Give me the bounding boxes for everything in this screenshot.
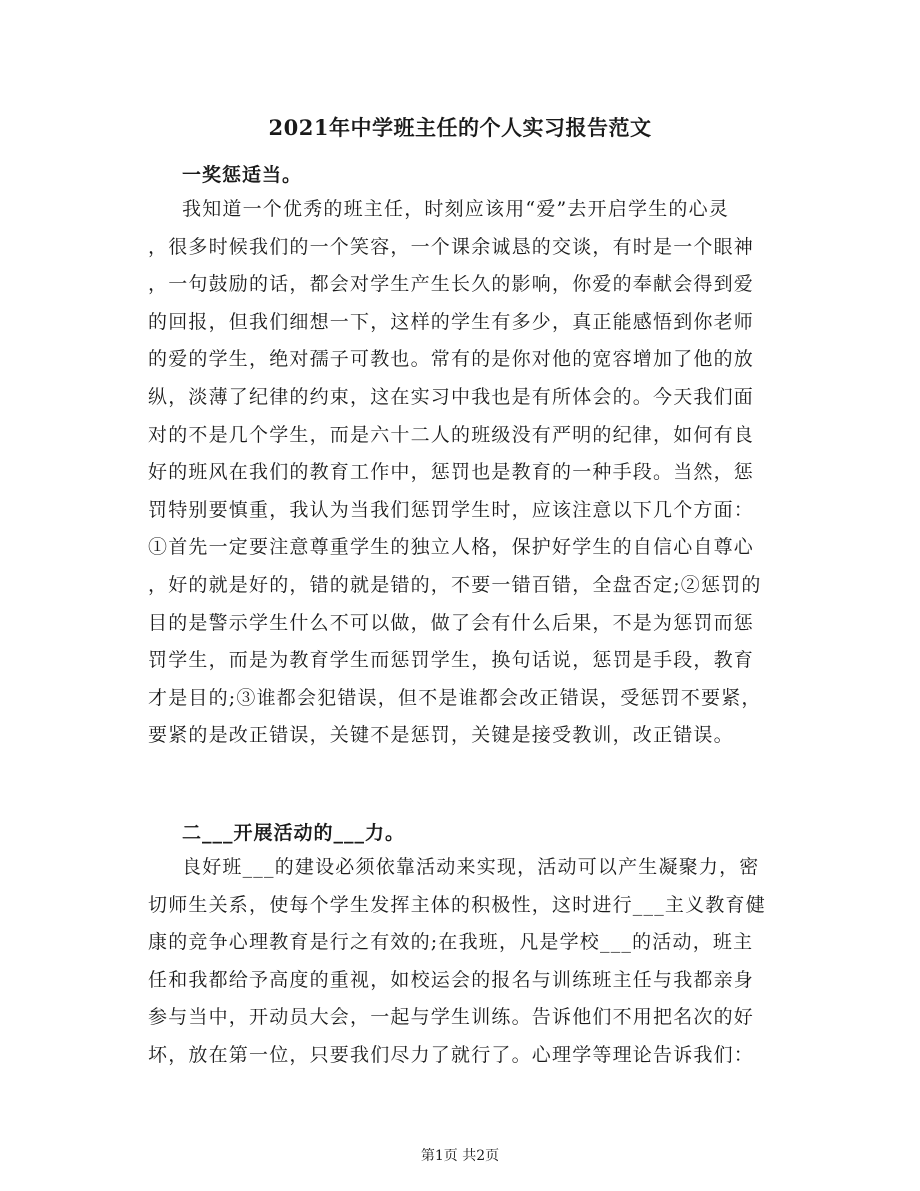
paragraph-line: ，一句鼓励的话，都会对学生产生长久的影响，你爱的奉献会得到爱: [148, 273, 755, 296]
paragraph-line: 参与当中，开动员大会，一起与学生训练。告诉他们不用把名次的好: [148, 1006, 755, 1029]
paragraph-line: 的回报，但我们细想一下，这样的学生有多少，真正能感悟到你老师: [148, 310, 755, 333]
paragraph-line: ①首先一定要注意尊重学生的独立人格，保护好学生的自信心自尊心: [148, 536, 755, 559]
section-2-heading: 二___开展活动的___力。: [182, 822, 406, 844]
paragraph-line: 好的班风在我们的教育工作中，惩罚也是教育的一种手段。当然，惩: [148, 461, 755, 484]
paragraph-line: 康的竞争心理教育是行之有效的;在我班，凡是学校___的活动，班主: [148, 931, 754, 954]
paragraph-line: 切师生关系，使每个学生发挥主体的积极性，这时进行___主义教育健: [148, 893, 766, 916]
paragraph-line: 目的是警示学生什么不可以做，做了会有什么后果，不是为惩罚而惩: [148, 611, 755, 634]
paragraph-line: 我知道一个优秀的班主任，时刻应该用“爱”去开启学生的心灵: [182, 198, 730, 220]
paragraph-line: 良好班___的建设必须依靠活动来实现，活动可以产生凝聚力，密: [182, 856, 760, 878]
paragraph-line: 的爱的学生，绝对孺子可教也。常有的是你对他的宽容增加了他的放: [148, 348, 755, 371]
paragraph-line: 纵，淡薄了纪律的约束，这在实习中我也是有所体会的。今天我们面: [148, 385, 755, 408]
section-2-paragraph: [148, 849, 774, 1075]
section-1-heading: 一奖惩适当。: [182, 164, 303, 186]
paragraph-line: 任和我都给予高度的重视，如校运会的报名与训练班主任与我都亲身: [148, 968, 755, 991]
section-1-paragraph: [148, 191, 774, 755]
paragraph-line: 罚学生，而是为教育学生而惩罚学生，换句话说，惩罚是手段，教育: [148, 649, 755, 672]
paragraph-line: 要紧的是改正错误，关键不是惩罚，关键是接受教训，改正错误。: [148, 724, 734, 747]
paragraph-line: ，好的就是好的，错的就是错的，不要一错百错，全盘否定;②惩罚的: [148, 573, 762, 596]
paragraph-line: 坏，放在第一位，只要我们尽力了就行了。心理学等理论告诉我们：: [148, 1043, 755, 1066]
page-footer: 第1页 共2页: [420, 1148, 500, 1164]
paragraph-line: ，很多时候我们的一个笑容，一个课余诚恳的交谈，有时是一个眼神: [148, 235, 755, 258]
paragraph-line: 才是目的;③谁都会犯错误，但不是谁都会改正错误，受惩罚不要紧，: [148, 686, 762, 709]
document-title: 2021年中学班主任的个人实习报告范文: [268, 115, 652, 140]
paragraph-line: 对的不是几个学生，而是六十二人的班级没有严明的纪律，如何有良: [148, 423, 755, 446]
paragraph-line: 罚特别要慎重，我认为当我们惩罚学生时，应该注意以下几个方面：: [148, 498, 755, 521]
